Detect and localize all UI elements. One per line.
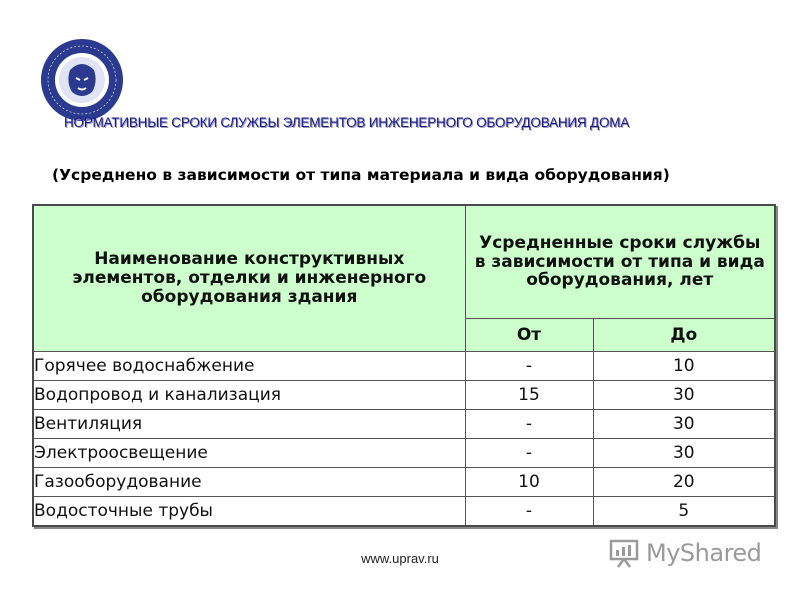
row-to: 10 <box>593 352 775 381</box>
header-element-name: Наименование конструктивных элементов, отделки и инженерного оборудования здания <box>33 205 465 352</box>
row-from: 10 <box>465 468 593 497</box>
row-from: - <box>465 439 593 468</box>
row-from: - <box>465 410 593 439</box>
row-name: Газооборудование <box>33 468 465 497</box>
header-service-life: Усредненные сроки службы в зависимости от типа и вида оборудования, лет <box>465 205 775 319</box>
row-name: Водосточные трубы <box>33 497 465 527</box>
logo-russian-school-of-management <box>40 38 124 122</box>
table-header-row <box>33 205 775 319</box>
lion-head-icon <box>40 38 124 122</box>
row-name: Водопровод и канализация <box>33 381 465 410</box>
row-name: Вентиляция <box>33 410 465 439</box>
header-to: До <box>593 319 775 352</box>
watermark-text: MyShared <box>646 539 762 567</box>
table-row <box>33 468 775 497</box>
row-from: - <box>465 352 593 381</box>
row-to: 30 <box>593 439 775 468</box>
presentation-icon <box>608 537 640 569</box>
table-row <box>33 352 775 381</box>
table-row <box>33 381 775 410</box>
watermark-logo <box>608 536 761 570</box>
table-row <box>33 410 775 439</box>
row-to: 30 <box>593 381 775 410</box>
row-from: 15 <box>465 381 593 410</box>
subtitle: (Усреднено в зависимости от типа материала и вида оборудования) <box>52 166 670 184</box>
header-title: НОРМАТИВНЫЕ СРОКИ СЛУЖБЫ ЭЛЕМЕНТОВ ИНЖЕНЕРНОГО ОБОРУДОВАНИЯ ДОМА <box>64 115 630 130</box>
row-to: 5 <box>593 497 775 527</box>
table-row <box>33 439 775 468</box>
service-life-table <box>32 204 776 527</box>
row-name: Горячее водоснабжение <box>33 352 465 381</box>
row-to: 20 <box>593 468 775 497</box>
row-to: 30 <box>593 410 775 439</box>
footer-url[interactable]: www.uprav.ru <box>361 551 439 566</box>
table-row <box>33 497 775 527</box>
row-name: Электроосвещение <box>33 439 465 468</box>
header-from: От <box>465 319 593 352</box>
row-from: - <box>465 497 593 527</box>
